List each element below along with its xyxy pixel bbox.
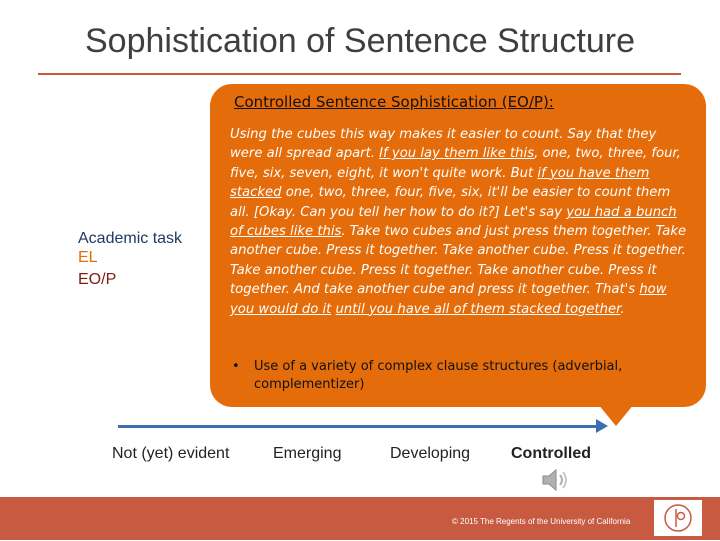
stage-not-yet-evident: Not (yet) evident — [112, 445, 230, 462]
page-title: Sophistication of Sentence Structure — [85, 22, 635, 60]
bullet-item — [232, 358, 672, 394]
student-quote — [230, 125, 690, 319]
quote-segment: until you have all of them stacked together — [335, 301, 621, 317]
el-label: EL — [78, 249, 98, 266]
speaker-icon[interactable] — [540, 466, 574, 494]
quote-segment: . — [620, 301, 625, 317]
stage-controlled: Controlled — [511, 445, 591, 462]
title-divider — [38, 73, 681, 75]
quote-segment: . Take two cubes and just press them together. Take another cube. Press it together. Take another cube. Press it together. Take another cube. Press it together. Take another cube. Press it together. And take another cube and press it together. That's — [230, 224, 687, 298]
stage-emerging: Emerging — [273, 445, 342, 462]
copyright-text: © 2015 The Regents of the University of California — [452, 517, 631, 526]
quote-segment: how you would do it — [230, 282, 667, 317]
eop-label: EO/P — [78, 271, 117, 288]
quote-segment: one, two, three, four, five, six, it'll be easier to count them all. [Okay. Can you tell her how to do it?] Let's say — [230, 185, 671, 220]
stage-developing: Developing — [390, 445, 471, 462]
progression-axis — [118, 425, 598, 428]
logo-icon — [654, 500, 702, 536]
bullet-marker: • — [232, 359, 240, 374]
axis-arrowhead — [596, 419, 608, 433]
academic-task-label: Academic task — [78, 230, 183, 247]
quote-segment: if you have them stacked — [230, 165, 650, 201]
quote-segment: you had a bunch of cubes like this — [230, 204, 677, 240]
quote-segment: Using the cubes this way makes it easier to count. Say that they were all spread apart. — [230, 127, 657, 162]
quote-segment: If you lay them like this — [379, 146, 535, 162]
bullet-text: Use of a variety of complex clause structures (adverbial, complementizer) — [254, 359, 623, 392]
quote-segment: , one, two, three, four, five, six, seven, eight, it won't quite work. But — [230, 146, 681, 181]
bubble-heading: Controlled Sentence Sophistication (EO/P): — [234, 93, 554, 111]
